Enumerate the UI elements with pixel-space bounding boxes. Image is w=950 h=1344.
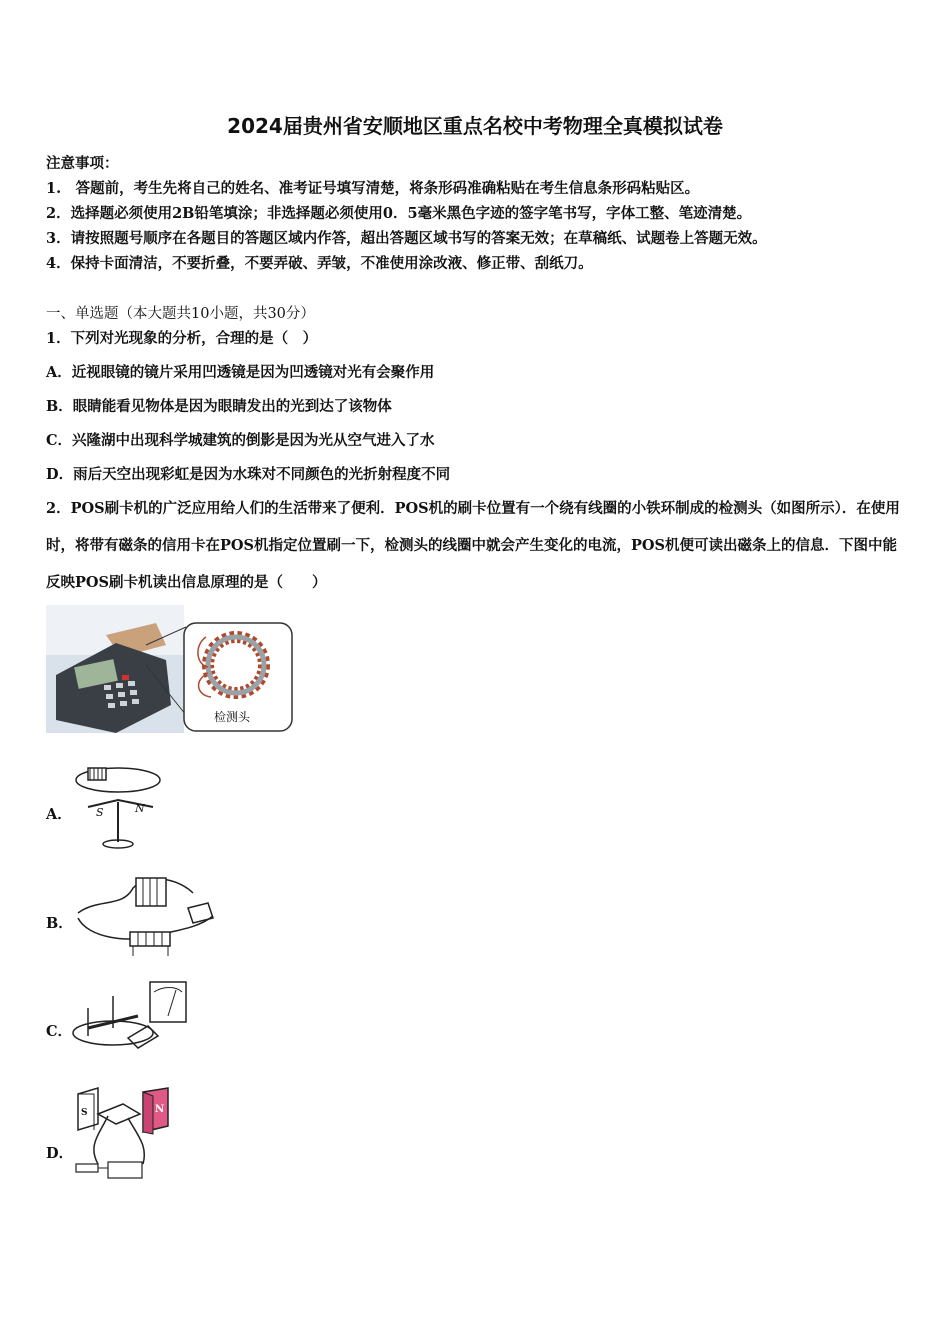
figure-label: 检测头	[214, 710, 251, 724]
q2-option-a-diagram	[68, 762, 168, 856]
q1-option-a: A．近视眼镜的镜片采用凹透镜是因为凹透镜对光有会聚作用	[46, 364, 435, 381]
q1-option-b: B．眼睛能看见物体是因为眼睛发出的光到达了该物体	[46, 398, 392, 415]
notice-heading: 注意事项：	[46, 155, 119, 172]
q2-option-b-label: B．	[46, 915, 73, 932]
magnet-s-letter: S	[96, 806, 104, 819]
q1-stem: 1．下列对光现象的分析，合理的是（ ）	[46, 330, 318, 347]
q2-option-c-diagram	[68, 978, 198, 1062]
q2-stem: 2．POS刷卡机的广泛应用给人们的生活带来了便利．POS机的刷卡位置有一个绕有线圈的小铁环制成的检测头（如图所示）．在使用时，将带有磁条的信用卡在POS机指定位置刷一下，检测头的线圈中就会产生变化的电流，POS机便可读出磁条上的信息．下图中能反映POS刷卡机读出信息原理的是（ ）	[46, 500, 900, 591]
q2-option-a-label: A．	[46, 806, 72, 823]
q2-option-b-diagram	[68, 868, 218, 967]
q2-option-d-label: D．	[46, 1145, 74, 1162]
notice-item-4: 4．保持卡面清洁，不要折叠，不要弄破、弄皱，不准使用涂改液、修正带、刮纸刀。	[46, 255, 593, 272]
q2-option-c-label: C．	[46, 1023, 73, 1040]
d-magnet-n-letter: N	[155, 1104, 165, 1115]
notice-item-1: 1. 答题前，考生先将自己的姓名、准考证号填写清楚，将条形码准确粘贴在考生信息条形码粘贴区。	[46, 180, 700, 197]
q1-option-c: C．兴隆湖中出现科学城建筑的倒影是因为光从空气进入了水	[46, 432, 435, 449]
notice-item-2: 2．选择题必须使用2B铅笔填涂；非选择题必须使用0．5毫米黑色字迹的签字笔书写，字体工整、笔迹清楚。	[46, 205, 752, 222]
pos-figure	[46, 605, 296, 735]
page-title: 2024届贵州省安顺地区重点名校中考物理全真模拟试卷	[227, 114, 723, 138]
magnet-n-letter: N	[135, 802, 145, 815]
q2-option-d-diagram	[68, 1086, 188, 1190]
notice-item-3: 3．请按照题号顺序在各题目的答题区域内作答，超出答题区域书写的答案无效；在草稿纸、试题卷上答题无效。	[46, 230, 767, 247]
q1-option-d: D．雨后天空出现彩虹是因为水珠对不同颜色的光折射程度不同	[46, 466, 451, 483]
section-heading: 一、单选题（本大题共10小题，共30分）	[46, 306, 315, 322]
d-magnet-s-letter: S	[81, 1108, 88, 1118]
